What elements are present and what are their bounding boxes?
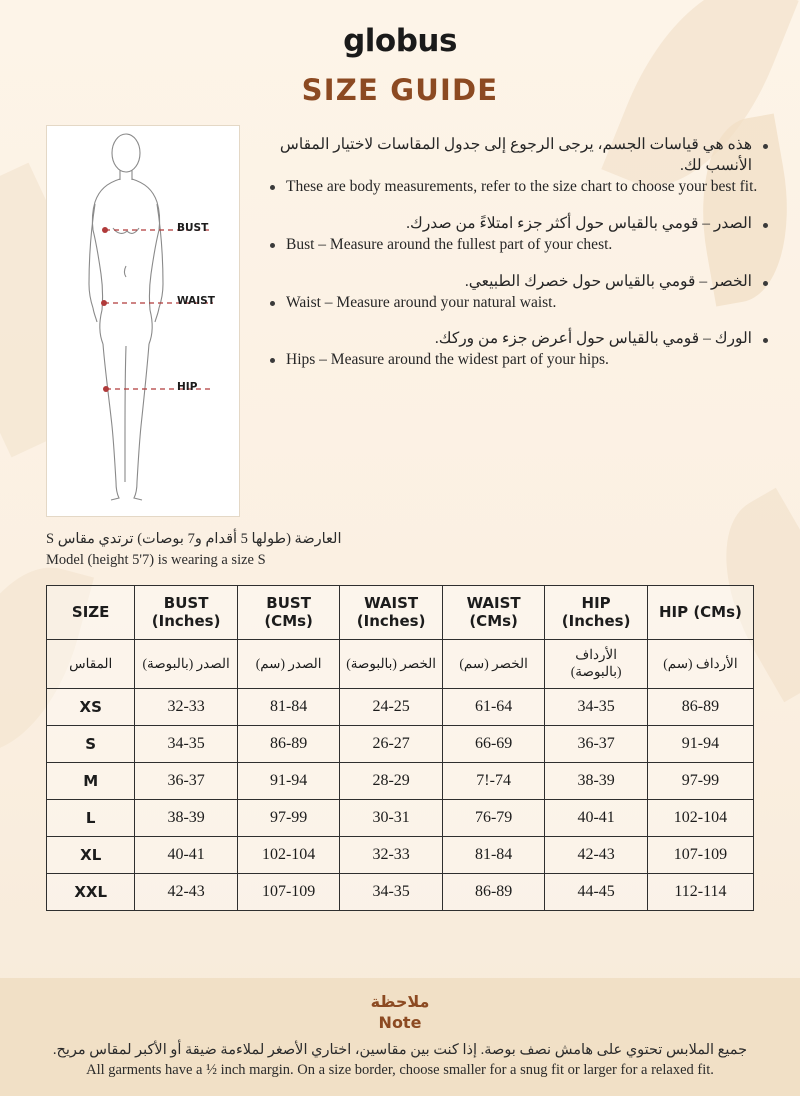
- col-header-waist-cms-ar: الخصر (سم): [442, 640, 545, 689]
- cell-waist-cms: 66-69: [442, 726, 545, 763]
- cell-bust-inches: 40-41: [135, 837, 238, 874]
- footer-note: [0, 978, 800, 1096]
- page-header: [0, 0, 800, 107]
- instruction-group: [266, 329, 772, 371]
- instruction-arabic: الصدر – قومي بالقياس حول أكثر جزء امتلاءً من صدرك.: [266, 214, 772, 235]
- cell-hip-inches: 40-41: [545, 800, 648, 837]
- figure-label-bust: BUST: [177, 222, 209, 234]
- cell-hip-inches: 38-39: [545, 763, 648, 800]
- instruction-arabic: الورك – قومي بالقياس حول أعرض جزء من وركك.: [266, 329, 772, 350]
- cell-hip-inches: 44-45: [545, 874, 648, 911]
- measurement-instructions: [266, 125, 772, 517]
- cell-waist-inches: 30-31: [340, 800, 443, 837]
- figure-label-waist: WAIST: [177, 295, 215, 307]
- cell-bust-cms: 107-109: [237, 874, 340, 911]
- cell-bust-cms: 102-104: [237, 837, 340, 874]
- cell-waist-inches: 26-27: [340, 726, 443, 763]
- cell-bust-cms: 91-94: [237, 763, 340, 800]
- table-row: [47, 763, 754, 800]
- table-header-row-en: [47, 586, 754, 640]
- instruction-group: [266, 272, 772, 314]
- footer-note-label-ar: ملاحظة: [370, 992, 430, 1011]
- col-header-size-ar: المقاس: [47, 640, 135, 689]
- cell-bust-inches: 38-39: [135, 800, 238, 837]
- cell-hip-cms: 91-94: [647, 726, 753, 763]
- instruction-group: [266, 135, 772, 198]
- table-row: [47, 689, 754, 726]
- model-note: [0, 517, 800, 571]
- cell-bust-inches: 36-37: [135, 763, 238, 800]
- cell-bust-inches: 42-43: [135, 874, 238, 911]
- footer-text-en: All garments have a ½ inch margin. On a size border, choose smaller for a snug fit or larger for a relaxed fit.: [86, 1062, 714, 1078]
- col-header-waist-inches: WAIST (Inches): [340, 586, 443, 640]
- cell-bust-cms: 81-84: [237, 689, 340, 726]
- model-note-english: Model (height 5'7) is wearing a size S: [46, 552, 266, 569]
- col-header-bust-cms-ar: الصدر (سم): [237, 640, 340, 689]
- intro-section: [0, 107, 800, 517]
- page-title: SIZE GUIDE: [301, 73, 499, 107]
- cell-waist-inches: 24-25: [340, 689, 443, 726]
- col-header-hip-cms: HIP (CMs): [647, 586, 753, 640]
- cell-size: XS: [47, 689, 135, 726]
- col-header-hip-cms-ar: الأرداف (سم): [647, 640, 753, 689]
- figure-label-hip: HIP: [177, 381, 198, 393]
- col-header-waist-inches-ar: الخصر (بالبوصة): [340, 640, 443, 689]
- col-header-bust-inches-ar: الصدر (بالبوصة): [135, 640, 238, 689]
- col-header-bust-inches: BUST (Inches): [135, 586, 238, 640]
- brand-logo: globus: [343, 23, 457, 59]
- instruction-arabic: الخصر – قومي بالقياس حول خصرك الطبيعي.: [266, 272, 772, 293]
- cell-size: L: [47, 800, 135, 837]
- cell-hip-cms: 102-104: [647, 800, 753, 837]
- cell-waist-inches: 32-33: [340, 837, 443, 874]
- cell-bust-cms: 97-99: [237, 800, 340, 837]
- size-chart-table: [46, 585, 754, 911]
- cell-waist-cms: 76-79: [442, 800, 545, 837]
- cell-waist-cms: 7!-74: [442, 763, 545, 800]
- female-body-diagram-icon: [47, 126, 237, 514]
- model-figure: [46, 125, 240, 517]
- cell-hip-inches: 42-43: [545, 837, 648, 874]
- cell-hip-cms: 107-109: [647, 837, 753, 874]
- instruction-english: Waist – Measure around your natural waist.: [266, 293, 772, 314]
- cell-hip-inches: 34-35: [545, 689, 648, 726]
- cell-hip-cms: 86-89: [647, 689, 753, 726]
- cell-waist-cms: 61-64: [442, 689, 545, 726]
- footer-note-label-en: Note: [378, 1013, 422, 1032]
- col-header-bust-cms: BUST (CMs): [237, 586, 340, 640]
- instruction-english: Hips – Measure around the widest part of your hips.: [266, 350, 772, 371]
- cell-waist-inches: 28-29: [340, 763, 443, 800]
- cell-waist-inches: 34-35: [340, 874, 443, 911]
- cell-hip-cms: 112-114: [647, 874, 753, 911]
- table-row: [47, 874, 754, 911]
- table-row: [47, 800, 754, 837]
- cell-bust-inches: 34-35: [135, 726, 238, 763]
- col-header-size: SIZE: [47, 586, 135, 640]
- cell-bust-cms: 86-89: [237, 726, 340, 763]
- instruction-arabic: هذه هي قياسات الجسم، يرجى الرجوع إلى جدول المقاسات لاختيار المقاس الأنسب لك.: [266, 135, 772, 177]
- instruction-group: [266, 214, 772, 256]
- model-note-arabic: العارضة (طولها 5 أقدام و7 بوصات) ترتدي مقاس S: [46, 531, 342, 547]
- col-header-waist-cms: WAIST (CMs): [442, 586, 545, 640]
- cell-bust-inches: 32-33: [135, 689, 238, 726]
- table-header-row-ar: [47, 640, 754, 689]
- cell-size: S: [47, 726, 135, 763]
- cell-size: M: [47, 763, 135, 800]
- cell-waist-cms: 86-89: [442, 874, 545, 911]
- instruction-english: Bust – Measure around the fullest part of your chest.: [266, 235, 772, 256]
- cell-hip-inches: 36-37: [545, 726, 648, 763]
- footer-text-ar: جميع الملابس تحتوي على هامش نصف بوصة. إذا كنت بين مقاسين، اختاري الأصغر لملاءمة ضيقة أو الأكبر لمقاس مريح.: [52, 1042, 748, 1058]
- cell-size: XL: [47, 837, 135, 874]
- col-header-hip-inches-ar: الأرداف (بالبوصة): [545, 640, 648, 689]
- cell-size: XXL: [47, 874, 135, 911]
- instruction-english: These are body measurements, refer to the size chart to choose your best fit.: [266, 177, 772, 198]
- cell-waist-cms: 81-84: [442, 837, 545, 874]
- size-chart-wrapper: [0, 571, 800, 911]
- table-row: [47, 726, 754, 763]
- table-row: [47, 837, 754, 874]
- col-header-hip-inches: HIP (Inches): [545, 586, 648, 640]
- cell-hip-cms: 97-99: [647, 763, 753, 800]
